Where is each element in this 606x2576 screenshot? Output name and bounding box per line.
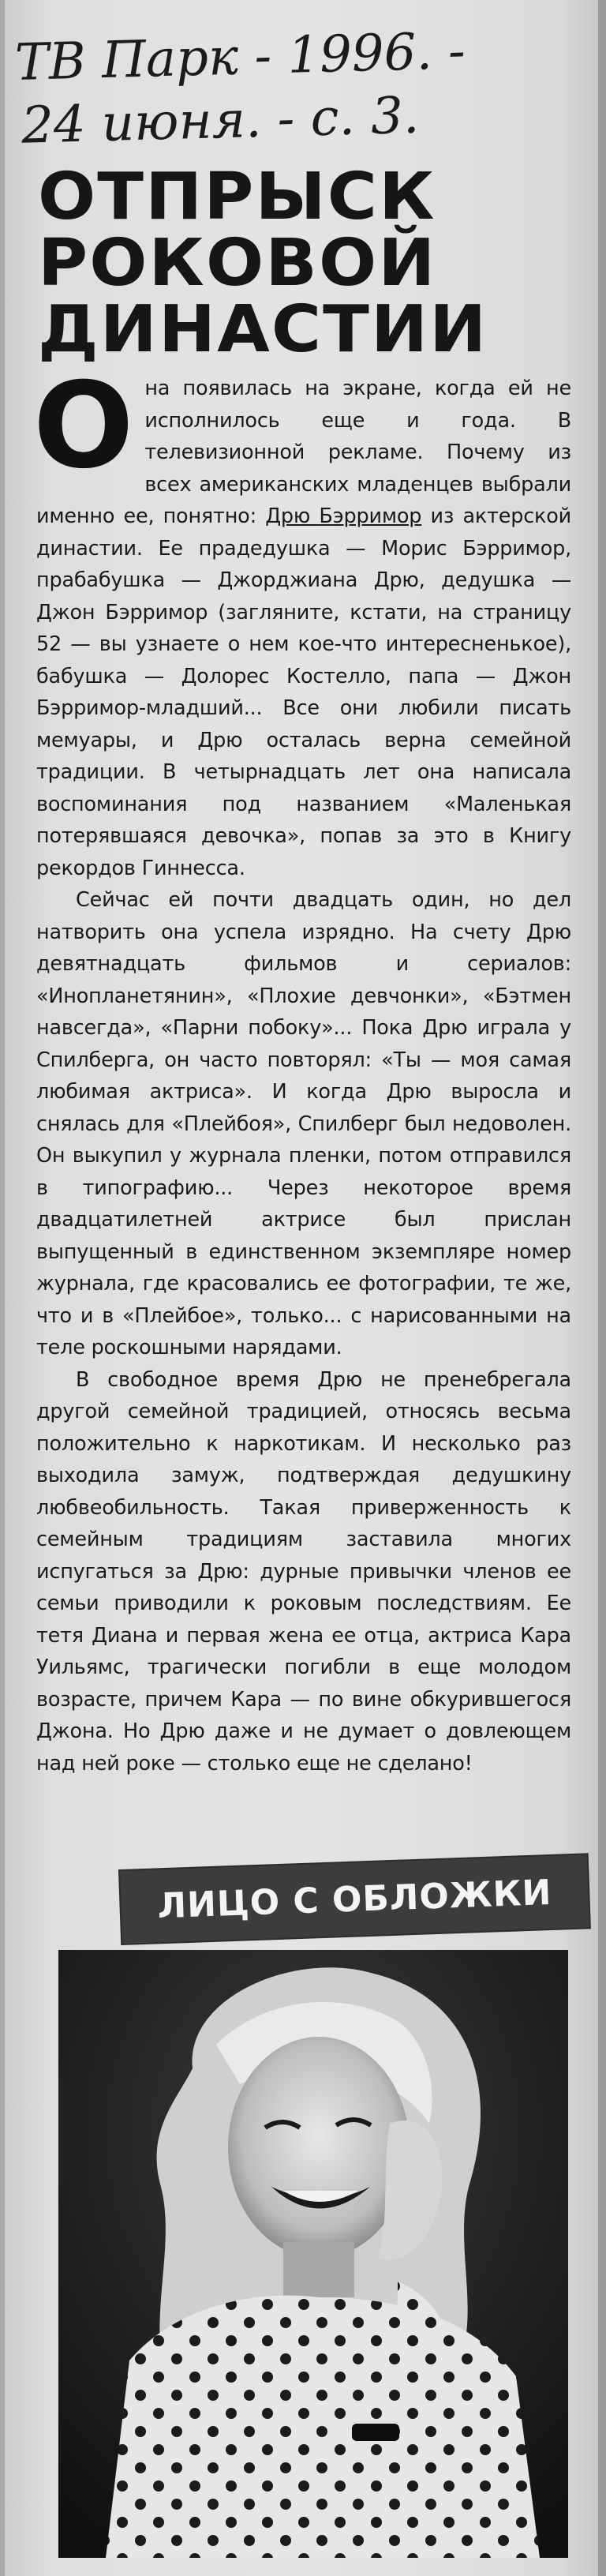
wristwatch bbox=[352, 2424, 399, 2441]
headline-line-3: ДИНАСТИИ bbox=[38, 292, 488, 367]
scan-edge-right bbox=[598, 0, 606, 2576]
article-body bbox=[33, 358, 571, 1779]
banner-label: ЛИЦО С ОБЛОЖКИ bbox=[156, 1872, 553, 1926]
handwritten-source-note bbox=[14, 17, 585, 158]
portrait-photo bbox=[58, 1950, 568, 2558]
paragraph-3: В свободное время Дрю не пренебрегала другой семейной традицией, относясь весьма положительно к наркотикам. И несколько раз выходила замуж, подтверждая дедушкину любвеобильность. Такая приверженность к семейным традициям заставила многих испугаться за Дрю: дурные привычки членов ее семьи приводили к роковым последствиям. Ее тетя Диана и первая жена ее отца, актриса Кара Уильямс, трагически погибли в еще молодом возрасте, причем Кара — по вине обкурившегося Джона. Но Дрю даже и не думает о довлеющем над ней роке — столько еще не сделано! bbox=[36, 1367, 571, 1775]
headline-line-2: РОКОВОЙ bbox=[38, 226, 437, 301]
paragraph-1-part-a: на появилась на экране, когда ей не исполнилось еще и года. В телевизионной рекламе. Почему из всех американских младенцев выбрали именно ее, понятно: bbox=[36, 377, 571, 528]
cover-face-banner bbox=[120, 1854, 589, 1944]
neck bbox=[283, 2242, 354, 2297]
paragraph-2: Сейчас ей почти двадцать один, но дел натворить она успела изрядно. На счету Дрю девятнадцать фильмов и сериалов: «Инопланетянин», «Плохие девчонки», «Бэтмен навсегда», «Парни побоку»... Пока Дрю играла у Спилберга, он часто повторял: «Ты — моя самая любимая актриса». И когда Дрю выросла и снялась для «Плейбоя», Спилберг был недоволен. Он выкупил у журнала пленки, потом отправился в типографию... Через некоторое время двадцатилетней актрисе был прислан выпущенный в единственном экземпляре номер журнала, где красовались ее фотографии, те же, что и в «Плейбое», только... с нарисованными на теле роскошными нарядами. bbox=[36, 888, 571, 1359]
handwritten-line-2: 24 июня. - с. 3. bbox=[21, 86, 421, 156]
paragraph-1 bbox=[33, 358, 571, 884]
scan-edge-left bbox=[0, 0, 5, 2576]
handwritten-line-1: ТВ Парк - 1996. - bbox=[14, 22, 466, 92]
paragraph-1-part-b: из актерской династии. Ее прадедушка — Морис Бэрримор, прабабушка — Джорджиана Дрю, дедушка — Джон Бэрримор (загляните, кстати, на страницу 52 — вы узнаете о нем кое-что интересненькое), бабушка — Долорес Костелло, папа — Джон Бэрримор-младший... Все они любили писать мемуары, и Дрю осталась верна семейной традиции. В четырнадцать лет она написала воспоминания под названием «Маленькая потерявшаяся девочка», попав за это в Книгу рекордов Гиннесса. bbox=[36, 504, 571, 880]
headline-line-1: ОТПРЫСК bbox=[38, 159, 436, 234]
drop-cap: О bbox=[33, 358, 134, 495]
article-headline bbox=[38, 159, 606, 367]
portrait-photo-drawing bbox=[58, 1950, 568, 2558]
underlined-name: Дрю Бэрримор bbox=[265, 504, 422, 528]
face-shape bbox=[228, 2037, 410, 2258]
